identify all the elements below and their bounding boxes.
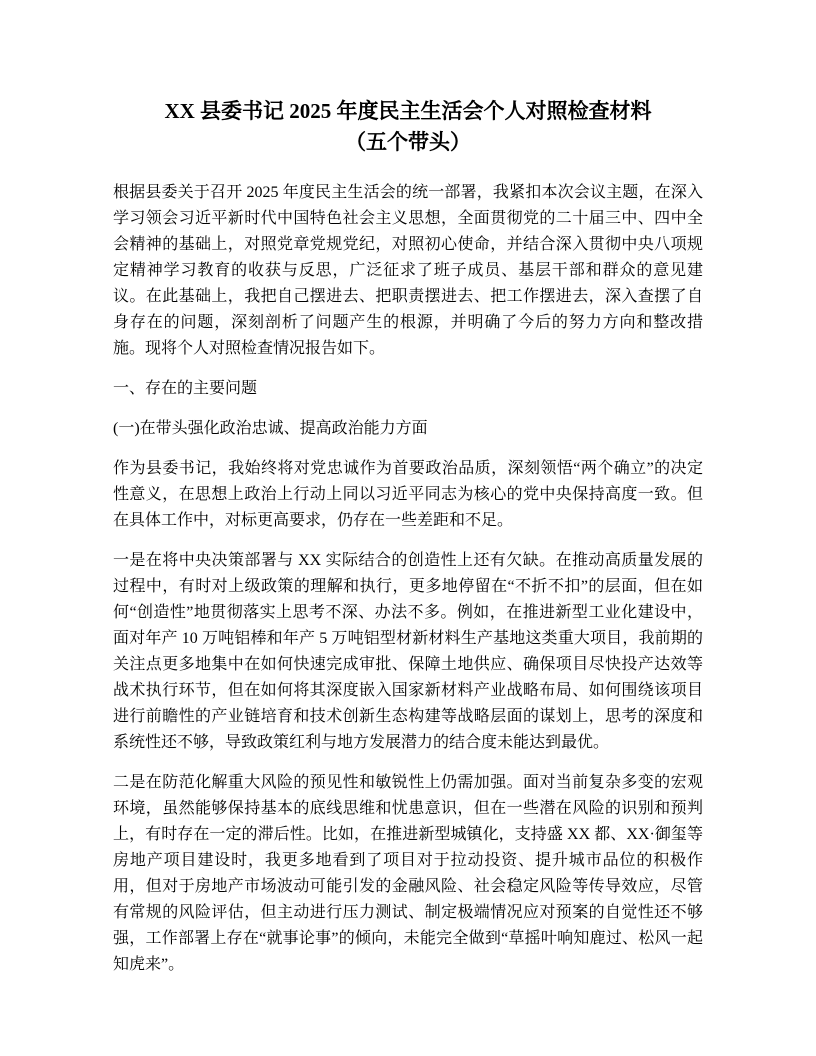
section-heading-main-problems: 一、存在的主要问题 — [113, 380, 258, 397]
document-title-line-1: XX 县委书记 2025 年度民主生活会个人对照检查材料 — [164, 99, 652, 123]
paragraph-problem-two: 二是在防范化解重大风险的预见性和敏锐性上仍需加强。面对当前复杂多变的宏观环境，虽然能够保持基本的底线思维和忧患意识，但在一些潜在风险的识别和预判上，有时存在一定的滞后性。比如，在推进新型城镇化，支持盛 XX 都、XX·御玺等房地产项目建设时，我更多地看到了项目对于拉动投资、提升城市品位的积极作用，但对于房地产市场波动可能引发的金融风险、社会稳定风险等传导效应，尽管有常规的风险评估，但主动进行压力测试、制定极端情况应对预案的自觉性还不够强，工作部署上存在“就事论事”的倾向，未能完全做到“草摇叶响知鹿过、松风一起知虎来”。 — [113, 774, 703, 973]
document-title — [113, 96, 703, 158]
paragraph-self-assessment: 作为县委书记，我始终将对党忠诚作为首要政治品质，深刻领悟“两个确立”的决定性意义，在思想上政治上行动上同以习近平同志为核心的党中央保持高度一致。但在具体工作中，对标更高要求，仍存在一些差距和不足。 — [113, 460, 703, 529]
paragraph-problem-one: 一是在将中央决策部署与 XX 实际结合的创造性上还有欠缺。在推动高质量发展的过程中，有时对上级政策的理解和执行，更多地停留在“不折不扣”的层面，但在如何“创造性”地贯彻落实上思考不深、办法不多。例如，在推进新型工业化建设中，面对年产 10 万吨铝棒和年产 5 万吨铝型材新材料生产基地这类重大项目，我前期的关注点更多地集中在如何快速完成审批、保障土地供应、确保项目尽快投产达效等战术执行环节，但在如何将其深度嵌入国家新材料产业战略布局、如何围绕该项目进行前瞻性的产业链培育和技术创新生态构建等战略层面的谋划上，思考的深度和系统性还不够，导致政策红利与地方发展潜力的结合度未能达到最优。 — [113, 552, 703, 751]
document-title-line-2: （五个带头） — [345, 130, 471, 154]
subsection-heading-political-loyalty: (一)在带头强化政治忠诚、提高政治能力方面 — [113, 420, 428, 437]
intro-paragraph: 根据县委关于召开 2025 年度民主生活会的统一部署，我紧扣本次会议主题，在深入学习领会习近平新时代中国特色社会主义思想，全面贯彻党的二十届三中、四中全会精神的基础上，对照党章党规党纪，对照初心使命，并结合深入贯彻中央八项规定精神学习教育的收获与反思，广泛征求了班子成员、基层干部和群众的意见建议。在此基础上，我把自己摆进去、把职责摆进去、把工作摆进去，深入查摆了自身存在的问题，深刻剖析了问题产生的根源，并明确了今后的努力方向和整改措施。现将个人对照检查情况报告如下。 — [113, 184, 703, 357]
